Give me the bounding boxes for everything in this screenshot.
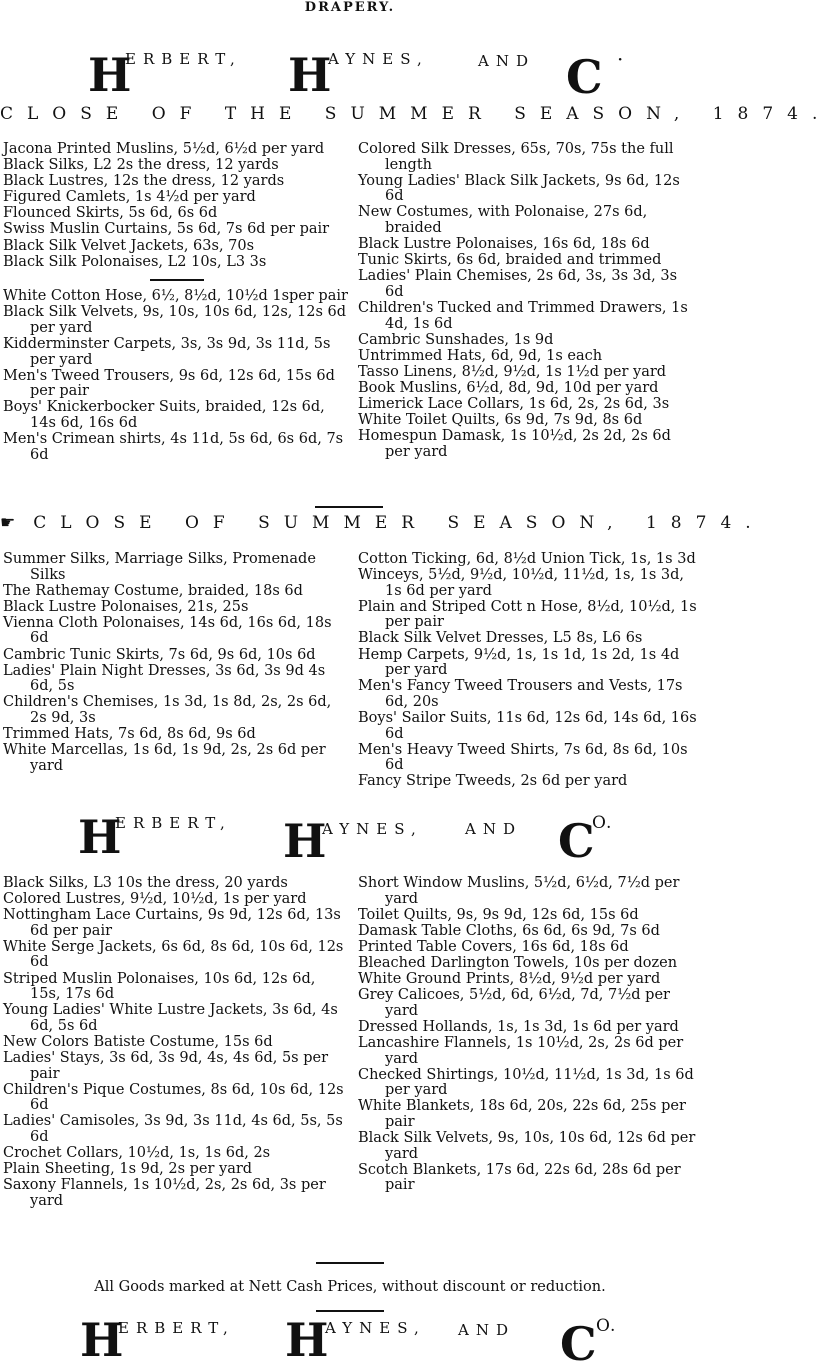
- firm-name-2: [0, 810, 700, 866]
- firm-word-and: AND: [465, 820, 522, 838]
- firm-name-1: [0, 46, 700, 102]
- list-item: Black Silk Polonaises, L2 10s, L3 3s: [3, 253, 267, 270]
- list-item: Scotch Blankets, 17s 6d, 22s 6d, 28s 6d per pair: [358, 1161, 681, 1194]
- list-item: Dressed Hollands, 1s, 1s 3d, 1s 6d per yard: [358, 1018, 679, 1035]
- block3-right-column: [358, 876, 698, 1194]
- season-heading-1: CLOSE OF THE SUMMER SEASON, 1874.: [0, 104, 831, 124]
- firm-initial-h: H: [78, 810, 122, 864]
- list-item: Trimmed Hats, 7s 6d, 8s 6d, 9s 6d: [3, 726, 256, 743]
- firm-word-and: AND: [478, 52, 535, 70]
- list-item: Grey Calicoes, 5½d, 6d, 6½d, 7d, 7½d per yard: [358, 987, 670, 1019]
- list-item: Black Lustre Polonaises, 16s 6d, 18s 6d: [358, 236, 650, 253]
- firm-word-haynes: AYNES,: [328, 50, 429, 68]
- list-item: White Cotton Hose, 6½, 8½d, 10½d 1sper pair: [3, 288, 348, 305]
- list-item: Plain Sheeting, 1s 9d, 2s per yard: [3, 1161, 253, 1178]
- list-item: Untrimmed Hats, 6d, 9d, 1s each: [358, 347, 603, 364]
- list-item: Colored Lustres, 9½d, 10½d, 1s per yard: [3, 891, 307, 908]
- list-item: Men's Heavy Tweed Shirts, 7s 6d, 8s 6d, 10s 6d: [358, 741, 688, 774]
- firm-initial-c: C: [566, 50, 603, 104]
- firm-tail: O.: [596, 1316, 617, 1336]
- list-item: Black Silk Velvet Jackets, 63s, 70s: [3, 237, 255, 254]
- list-item: Vienna Cloth Polonaises, 14s 6d, 16s 6d, 18s 6d: [3, 614, 332, 647]
- list-item: Young Ladies' White Lustre Jackets, 3s 6d, 4s 6d, 5s 6d: [3, 1002, 338, 1034]
- list-item: Toilet Quilts, 9s, 9s 9d, 12s 6d, 15s 6d: [358, 906, 639, 923]
- list-item: Flounced Skirts, 5s 6d, 6s 6d: [3, 205, 218, 222]
- firm-word-and: AND: [458, 1321, 515, 1339]
- list-item: Damask Table Cloths, 6s 6d, 6s 9d, 7s 6d: [358, 922, 660, 939]
- list-item: Ladies' Plain Night Dresses, 3s 6d, 3s 9d 4s 6d, 5s: [3, 662, 326, 695]
- list-item: Children's Tucked and Trimmed Drawers, 1s 4d, 1s 6d: [358, 299, 688, 332]
- list-item: The Rathemay Costume, braided, 18s 6d: [3, 582, 303, 599]
- list-item: Ladies' Plain Chemises, 2s 6d, 3s, 3s 3d, 3s 6d: [358, 268, 678, 300]
- list-item: Cambric Tunic Skirts, 7s 6d, 9s 6d, 10s 6d: [3, 646, 316, 663]
- firm-initial-h: H: [88, 48, 132, 102]
- divider: [316, 1310, 384, 1312]
- firm-word-herbert: ERBERT,: [115, 814, 232, 832]
- list-item: Jacona Printed Muslins, 5½d, 6½d per yard: [3, 141, 325, 157]
- list-item: Men's Fancy Tweed Trousers and Vests, 17s 6d, 20s: [358, 678, 683, 710]
- firm-word-herbert: ERBERT,: [118, 1319, 235, 1337]
- list-item: White Blankets, 18s 6d, 20s, 22s 6d, 25s per pair: [358, 1098, 686, 1130]
- list-item: Fancy Stripe Tweeds, 2s 6d per yard: [358, 773, 628, 790]
- list-item: Black Silk Velvets, 9s, 10s, 10s 6d, 12s, 12s 6d per yard: [3, 304, 347, 336]
- firm-word-haynes: AYNES,: [325, 1319, 426, 1337]
- list-item: Winceys, 5½d, 9½d, 10½d, 11½d, 1s, 1s 3d, 1s 6d per yard: [358, 567, 685, 599]
- list-item: Striped Muslin Polonaises, 10s 6d, 12s 6d, 15s, 17s 6d: [3, 970, 316, 1003]
- list-item: Tasso Linens, 8½d, 9½d, 1s 1½d per yard: [358, 363, 667, 380]
- list-item: Black Silks, L3 10s the dress, 20 yards: [3, 875, 288, 891]
- list-item: Ladies' Stays, 3s 6d, 3s 9d, 4s, 4s 6d, 5s per pair: [3, 1050, 329, 1082]
- list-item: Short Window Muslins, 5½d, 6½d, 7½d per yard: [358, 875, 680, 907]
- pointing-hand-icon: ☛: [0, 513, 16, 533]
- list-item: Cotton Ticking, 6d, 8½d Union Tick, 1s, 1s 3d: [358, 551, 696, 567]
- list-item: White Ground Prints, 8½d, 9½d per yard: [358, 971, 661, 988]
- list-item: Black Lustre Polonaises, 21s, 25s: [3, 598, 249, 615]
- list-item: Cambric Sunshades, 1s 9d: [358, 331, 554, 348]
- list-item: Black Lustres, 12s the dress, 12 yards: [3, 173, 285, 190]
- list-item: Children's Pique Costumes, 8s 6d, 10s 6d, 12s 6d: [3, 1081, 344, 1114]
- list-item: Boys' Sailor Suits, 11s 6d, 12s 6d, 14s 6d, 16s 6d: [358, 709, 697, 742]
- list-item: Checked Shirtings, 10½d, 11½d, 1s 3d, 1s 6d per yard: [358, 1066, 694, 1099]
- list-item: Plain and Striped Cott n Hose, 8½d, 10½d, 1s per pair: [358, 598, 697, 631]
- list-item: Black Silk Velvets, 9s, 10s, 10s 6d, 12s 6d per yard: [358, 1130, 696, 1162]
- block1-right-column: [358, 142, 698, 461]
- firm-tail: ·: [617, 47, 631, 71]
- list-item: Ladies' Camisoles, 3s 9d, 3s 11d, 4s 6d, 5s, 5s 6d: [3, 1113, 343, 1145]
- list-item: White Serge Jackets, 6s 6d, 8s 6d, 10s 6d, 12s 6d: [3, 938, 344, 971]
- divider: [316, 1262, 384, 1264]
- list-item: Printed Table Covers, 16s 6d, 18s 6d: [358, 938, 629, 955]
- firm-name-3: [0, 1313, 700, 1369]
- list-item: Saxony Flannels, 1s 10½d, 2s, 2s 6d, 3s per yard: [3, 1177, 326, 1209]
- list-item: Black Silks, L2 2s the dress, 12 yards: [3, 157, 279, 174]
- list-item: Summer Silks, Marriage Silks, Promenade Silks: [3, 551, 316, 583]
- firm-initial-h: H: [80, 1313, 124, 1367]
- list-item: New Costumes, with Polonaise, 27s 6d, braided: [358, 204, 648, 236]
- list-item: Young Ladies' Black Silk Jackets, 9s 6d, 12s 6d: [358, 172, 680, 205]
- block3-left-column: [3, 876, 348, 1210]
- firm-word-herbert: ERBERT,: [125, 50, 242, 68]
- season-heading-2: [0, 513, 765, 533]
- list-item: Book Muslins, 6½d, 8d, 9d, 10d per yard: [358, 379, 659, 396]
- list-item: Black Silk Velvet Dresses, L5 8s, L6 6s: [358, 630, 643, 647]
- firm-word-haynes: AYNES,: [322, 820, 423, 838]
- list-item: Men's Tweed Trousers, 9s 6d, 12s 6d, 15s 6d per pair: [3, 367, 335, 400]
- list-item: White Marcellas, 1s 6d, 1s 9d, 2s, 2s 6d per yard: [3, 742, 326, 774]
- list-item: Children's Chemises, 1s 3d, 1s 8d, 2s, 2s 6d, 2s 9d, 3s: [3, 694, 332, 726]
- firm-initial-h: H: [285, 1313, 329, 1367]
- block2-left-column: [3, 552, 348, 775]
- list-item: Swiss Muslin Curtains, 5s 6d, 7s 6d per pair: [3, 221, 330, 238]
- list-item: Colored Silk Dresses, 65s, 70s, 75s the full length: [358, 141, 674, 173]
- list-item: Crochet Collars, 10½d, 1s, 1s 6d, 2s: [3, 1145, 271, 1162]
- list-item: White Toilet Quilts, 6s 9d, 7s 9d, 8s 6d: [358, 412, 643, 429]
- block2-right-column: [358, 552, 698, 790]
- firm-initial-c: C: [558, 814, 595, 868]
- firm-initial-h: H: [288, 48, 332, 102]
- list-item: Figured Camlets, 1s 4½d per yard: [3, 189, 256, 206]
- cash-prices-notice: All Goods marked at Nett Cash Prices, without discount or reduction.: [94, 1279, 606, 1295]
- list-item: Homespun Damask, 1s 10½d, 2s 2d, 2s 6d per yard: [358, 428, 671, 460]
- list-item: Limerick Lace Collars, 1s 6d, 2s, 2s 6d, 3s: [358, 396, 670, 412]
- section-heading: DRAPERY.: [304, 0, 396, 15]
- firm-tail: O.: [592, 813, 613, 833]
- list-item: Boys' Knickerbocker Suits, braided, 12s 6d, 14s 6d, 16s 6d: [3, 399, 325, 431]
- season-heading-text: CLOSE OF SUMMER SEASON, 1874.: [33, 513, 765, 533]
- divider: [150, 279, 204, 281]
- divider: [315, 506, 383, 508]
- firm-initial-h: H: [283, 814, 327, 868]
- list-item: Men's Crimean shirts, 4s 11d, 5s 6d, 6s 6d, 7s 6d: [3, 431, 344, 463]
- list-item: New Colors Batiste Costume, 15s 6d: [3, 1033, 273, 1050]
- list-item: Tunic Skirts, 6s 6d, braided and trimmed: [358, 252, 662, 269]
- list-item: Kidderminster Carpets, 3s, 3s 9d, 3s 11d, 5s per yard: [3, 336, 331, 368]
- list-item: Lancashire Flannels, 1s 10½d, 2s, 2s 6d per yard: [358, 1034, 684, 1067]
- block1-left-column: [3, 142, 348, 464]
- list-item: Nottingham Lace Curtains, 9s 9d, 12s 6d, 13s 6d per pair: [3, 907, 341, 939]
- firm-initial-c: C: [560, 1317, 597, 1371]
- list-item: Hemp Carpets, 9½d, 1s, 1s 1d, 1s 2d, 1s 4d per yard: [358, 646, 680, 679]
- list-item: Bleached Darlington Towels, 10s per dozen: [358, 954, 678, 971]
